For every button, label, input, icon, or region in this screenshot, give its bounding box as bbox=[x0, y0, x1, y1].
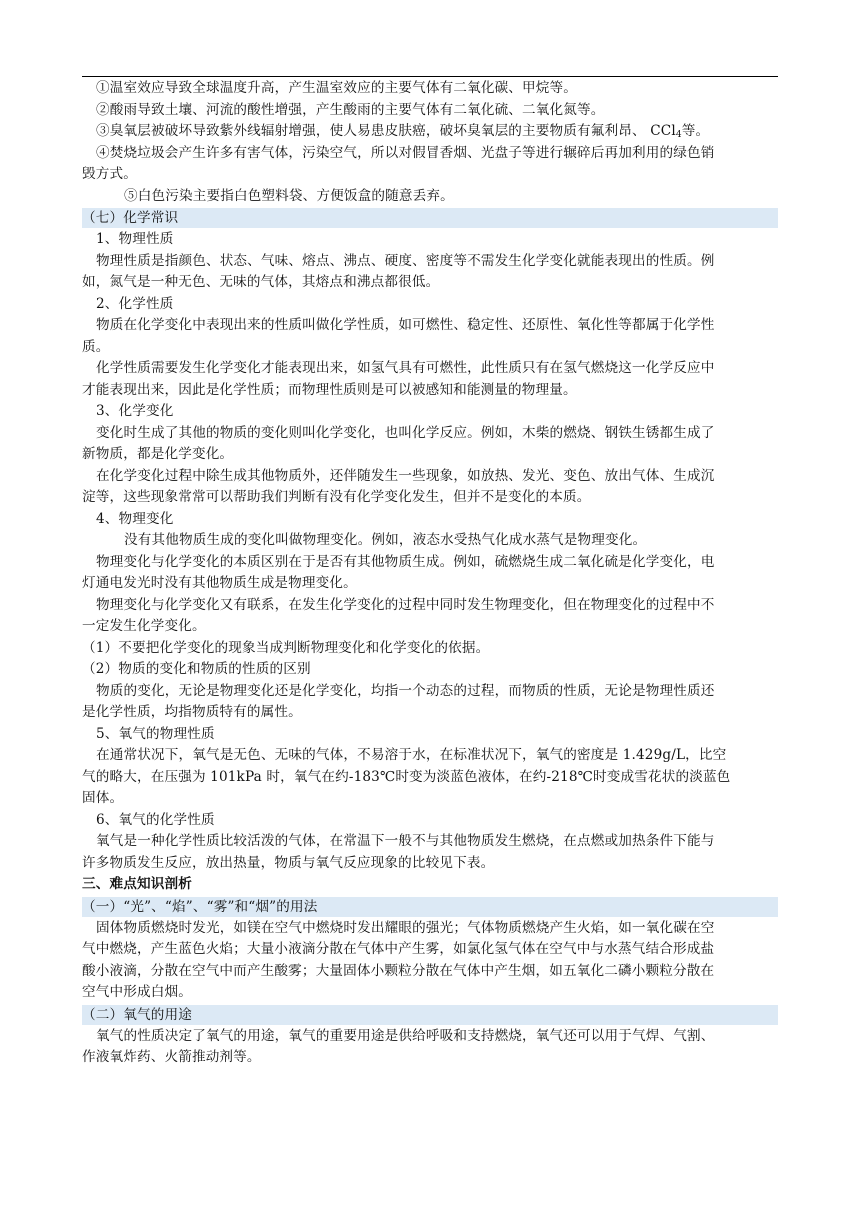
text-line: ⑤白色污染主要指白色塑料袋、方便饭盒的随意丢弃。 bbox=[124, 187, 454, 204]
document-body bbox=[82, 78, 778, 1069]
text-line: ①温室效应导致全球温度升高，产生温室效应的主要气体有二氧化碳、甲烷等。 bbox=[96, 80, 578, 96]
text-line: 气的略大，在压强为 101kPa 时，氧气在约-183℃时变为淡蓝色液体，在约-218℃时变成雪花状的淡蓝色 bbox=[82, 768, 731, 785]
text-line: 固体。 bbox=[82, 790, 124, 806]
text-line: 物理变化与化学变化又有联系，在发生化学变化的过程中同时发生物理变化，但在物理变化的过程中不 bbox=[96, 596, 715, 613]
text-line: 物理变化与化学变化的本质区别在于是否有其他物质生成。例如，硫燃烧生成二氧化硫是化学变化，电 bbox=[96, 553, 715, 570]
text-line: 物理性质是指颜色、状态、气味、熔点、沸点、硬度、密度等不需发生化学变化就能表现出的性质。例 bbox=[96, 252, 715, 269]
text-line: 新物质，都是化学变化。 bbox=[82, 446, 234, 462]
text-line: 物质的变化，无论是物理变化还是化学变化，均指一个动态的过程，而物质的性质，无论是物理性质还 bbox=[96, 682, 715, 699]
section-heading: （七）化学常识 bbox=[82, 208, 778, 228]
text-line: （2）物质的变化和物质的性质的区别 bbox=[82, 661, 311, 677]
text-line: ②酸雨导致土壤、河流的酸性增强，产生酸雨的主要气体有二氧化硫、二氧化氮等。 bbox=[96, 101, 605, 118]
text-line: 毁方式。 bbox=[82, 166, 137, 182]
top-rule bbox=[82, 76, 778, 77]
text-line: 酸小液滴，分散在空气中而产生酸雾；大量固体小颗粒分散在气体中产生烟，如五氧化二磷小颗粒分散在 bbox=[82, 962, 715, 979]
text-line: 变化时生成了其他的物质的变化则叫化学变化，也叫化学反应。例如，木柴的燃烧、钢铁生锈都生成了 bbox=[96, 424, 715, 441]
text-line: 才能表现出来，因此是化学性质；而物理性质则是可以被感知和能测量的物理量。 bbox=[82, 381, 577, 398]
section-heading: （二）氧气的用途 bbox=[82, 1005, 778, 1025]
text-line: 许多物质发生反应，放出热量，物质与氧气反应现象的比较见下表。 bbox=[82, 854, 495, 871]
text-line: 4、物理变化 bbox=[96, 510, 174, 527]
text-line: 没有其他物质生成的变化叫做物理变化。例如，液态水受热气化成水蒸气是物理变化。 bbox=[124, 532, 647, 548]
text-line: 5、氧气的物理性质 bbox=[96, 725, 215, 742]
text-line: 质。 bbox=[82, 338, 110, 355]
text-line: 淀等，这些现象常常可以帮助我们判断有没有化学变化发生，但并不是变化的本质。 bbox=[82, 489, 591, 505]
text-line: （1）不要把化学变化的现象当成判断物理变化和化学变化的依据。 bbox=[82, 639, 490, 656]
text-line: 一定发生化学变化。 bbox=[82, 618, 206, 634]
text-line: 灯通电发光时没有其他物质生成是物理变化。 bbox=[82, 575, 357, 591]
text-line: 气中燃烧，产生蓝色火焰；大量小液滴分散在气体中产生雾，如氯化氢气体在空气中与水蒸气结合形成盐 bbox=[82, 941, 715, 957]
text-line: 1、物理性质 bbox=[96, 231, 174, 247]
text-line: 如，氮气是一种无色、无味的气体，其熔点和沸点都很低。 bbox=[82, 274, 440, 290]
text-line: ④焚烧垃圾会产生许多有害气体，污染空气，所以对假冒香烟、光盘子等进行辗碎后再加利用的绿色销 bbox=[96, 144, 715, 161]
text-line: 氧气的性质决定了氧气的用途，氧气的重要用途是供给呼吸和支持燃烧，氧气还可以用于气焊、气割、 bbox=[96, 1027, 715, 1044]
section-heading: （一）“光”、“焰”、“雾”和“烟”的用法 bbox=[82, 897, 778, 917]
text-line: 3、化学变化 bbox=[96, 403, 174, 419]
text-line: ③臭氧层被破坏导致紫外线辐射增强，使人易患皮肤癌，破坏臭氧层的主要物质有氟利昂、 CCl$_4$等。 bbox=[96, 123, 710, 140]
text-line: 固体物质燃烧时发光，如镁在空气中燃烧时发出耀眼的强光；气体物质燃烧产生火焰，如一氧化碳在空 bbox=[96, 919, 715, 936]
text-line: 是化学性质，均指物质特有的属性。 bbox=[82, 704, 302, 720]
text-line: 氧气是一种化学性质比较活泼的气体，在常温下一般不与其他物质发生燃烧，在点燃或加热条件下能与 bbox=[96, 833, 715, 849]
text-line: 作液氧炸药、火箭推动剂等。 bbox=[82, 1049, 261, 1065]
text-line: 化学性质需要发生化学变化才能表现出来，如氢气具有可燃性，此性质只有在氢气燃烧这一化学反应中 bbox=[96, 360, 715, 376]
part-heading: 三、难点知识剖析 bbox=[82, 876, 192, 892]
text-line: 6、氧气的化学性质 bbox=[96, 811, 215, 828]
text-line: 物质在化学变化中表现出来的性质叫做化学性质，如可燃性、稳定性、还原性、氧化性等都属于化学性 bbox=[96, 317, 715, 333]
text-line: 在化学变化过程中除生成其他物质外，还伴随发生一些现象，如放热、发光、变色、放出气体、生成沉 bbox=[96, 467, 715, 484]
text-line: 空气中形成白烟。 bbox=[82, 984, 192, 1000]
text-line: 2、化学性质 bbox=[96, 295, 174, 312]
text-line: 在通常状况下，氧气是无色、无味的气体，不易溶于水，在标准状况下，氧气的密度是 1.429g/L，比空 bbox=[96, 747, 727, 763]
